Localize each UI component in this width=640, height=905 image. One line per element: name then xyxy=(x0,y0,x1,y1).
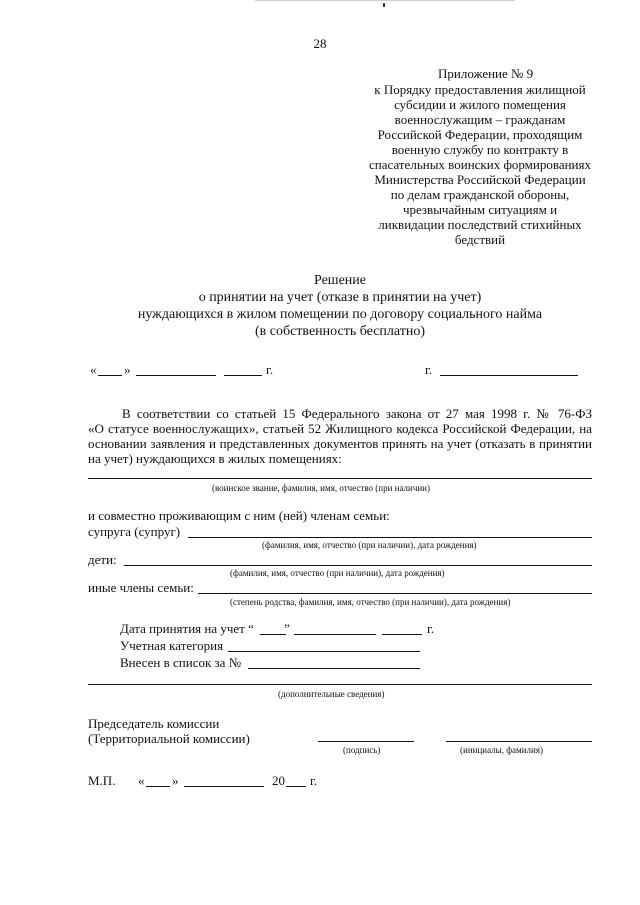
date-year-suffix: г. xyxy=(266,362,274,377)
appendix-line: Российской Федерации, проходящим xyxy=(377,127,583,142)
others-caption: (степень родства, фамилия, имя, отчество (при наличии), дата рождения) xyxy=(230,597,511,607)
page-number: 28 xyxy=(313,36,327,51)
stamp-open-quote: « xyxy=(138,773,145,788)
appendix-line: субсидии и жилого помещения xyxy=(394,97,566,112)
body-line: В соответствии со статьей 15 Федерального закона от 27 мая 1998 г. № 76-ФЗ xyxy=(122,406,592,421)
city-field[interactable] xyxy=(440,375,578,376)
date-close-quote: » xyxy=(124,362,131,377)
heading-title: Решение xyxy=(313,273,366,288)
additional-caption: (дополнительные сведения) xyxy=(278,689,385,699)
appendix-line: ликвидации последствий стихийных xyxy=(378,217,582,232)
appendix-text xyxy=(360,82,600,247)
list-label: Внесен в список за № xyxy=(120,655,242,670)
heading-line: (в собственность бесплатно) xyxy=(254,324,426,339)
stamp-year-prefix: 20 xyxy=(272,773,285,788)
year-field[interactable] xyxy=(224,375,262,376)
stamp-close-quote: » xyxy=(172,773,179,788)
stamp-mp: М.П. xyxy=(88,773,116,788)
month-field[interactable] xyxy=(136,375,216,376)
registration-month-field[interactable] xyxy=(294,634,376,635)
initials-caption: (инициалы, фамилия) xyxy=(460,745,543,755)
spouse-field[interactable] xyxy=(188,537,592,538)
appendix-line: к Порядку предоставления жилищной xyxy=(374,82,586,97)
initials-field[interactable] xyxy=(446,741,592,742)
document-heading xyxy=(60,272,620,340)
appendix-title: Приложение № 9 xyxy=(438,66,534,81)
person-caption: (воинское звание, фамилия, имя, отчество (при наличии) xyxy=(212,483,430,493)
appendix-line: военнослужащим – гражданам xyxy=(394,112,566,127)
person-field[interactable] xyxy=(88,478,592,479)
others-label: иные члены семьи: xyxy=(88,580,194,595)
additional-field[interactable] xyxy=(88,684,592,685)
appendix-line: по делам гражданской обороны, xyxy=(390,187,570,202)
list-number-field[interactable] xyxy=(248,668,420,669)
appendix-line: Министерства Российской Федерации xyxy=(374,172,586,187)
chair-line1: Председатель комиссии xyxy=(88,716,220,731)
registration-date-label: Дата принятия на учет “ xyxy=(120,621,254,636)
heading-line: нуждающихся в жилом помещении по договору социального найма xyxy=(137,307,543,322)
signature-caption: (подпись) xyxy=(343,745,381,755)
appendix-line: бедствий xyxy=(454,232,506,247)
children-label: дети: xyxy=(88,552,117,567)
family-intro: и совместно проживающим с ним (ней) членам семьи: xyxy=(88,508,390,523)
body-line: основании заявления и представленных документов принять на учет (отказать в принятии xyxy=(88,436,592,451)
body-paragraph xyxy=(88,406,592,466)
scan-top-line xyxy=(255,0,515,1)
scan-mark xyxy=(383,3,385,7)
spouse-label: супруга (супруг) xyxy=(88,524,181,539)
appendix-line: военную службу по контракту в xyxy=(391,142,569,157)
registration-date-suffix: г. xyxy=(427,621,435,636)
others-field[interactable] xyxy=(198,593,592,594)
city-prefix: г. xyxy=(425,362,433,377)
body-line: «О статусе военнослужащих», статьей 52 Жилищного кодекса Российской Федерации, на xyxy=(88,421,592,436)
registration-date-mid: ” xyxy=(284,621,290,636)
children-caption: (фамилия, имя, отчество (при наличии), дата рождения) xyxy=(230,568,445,578)
day-field[interactable] xyxy=(98,375,122,376)
date-open-quote: « xyxy=(90,362,97,377)
heading-line: о принятии на учет (отказе в принятии на учет) xyxy=(198,290,482,305)
body-last-line: на учет) нуждающихся в жилых помещениях: xyxy=(88,451,342,466)
signature-field[interactable] xyxy=(318,741,414,742)
category-label: Учетная категория xyxy=(120,638,224,653)
appendix-line: чрезвычайным ситуациям и xyxy=(402,202,558,217)
children-field[interactable] xyxy=(124,565,592,566)
category-field[interactable] xyxy=(228,651,420,652)
spouse-caption: (фамилия, имя, отчество (при наличии), дата рождения) xyxy=(262,540,477,550)
stamp-month-field[interactable] xyxy=(184,786,264,787)
stamp-year-suffix: г. xyxy=(310,773,318,788)
registration-year-field[interactable] xyxy=(382,634,422,635)
stamp-day-field[interactable] xyxy=(146,786,170,787)
chair-line2: (Территориальной комиссии) xyxy=(88,731,250,746)
registration-day-field[interactable] xyxy=(260,634,286,635)
stamp-year-field[interactable] xyxy=(286,786,306,787)
appendix-line: спасательных воинских формированиях xyxy=(369,157,591,172)
